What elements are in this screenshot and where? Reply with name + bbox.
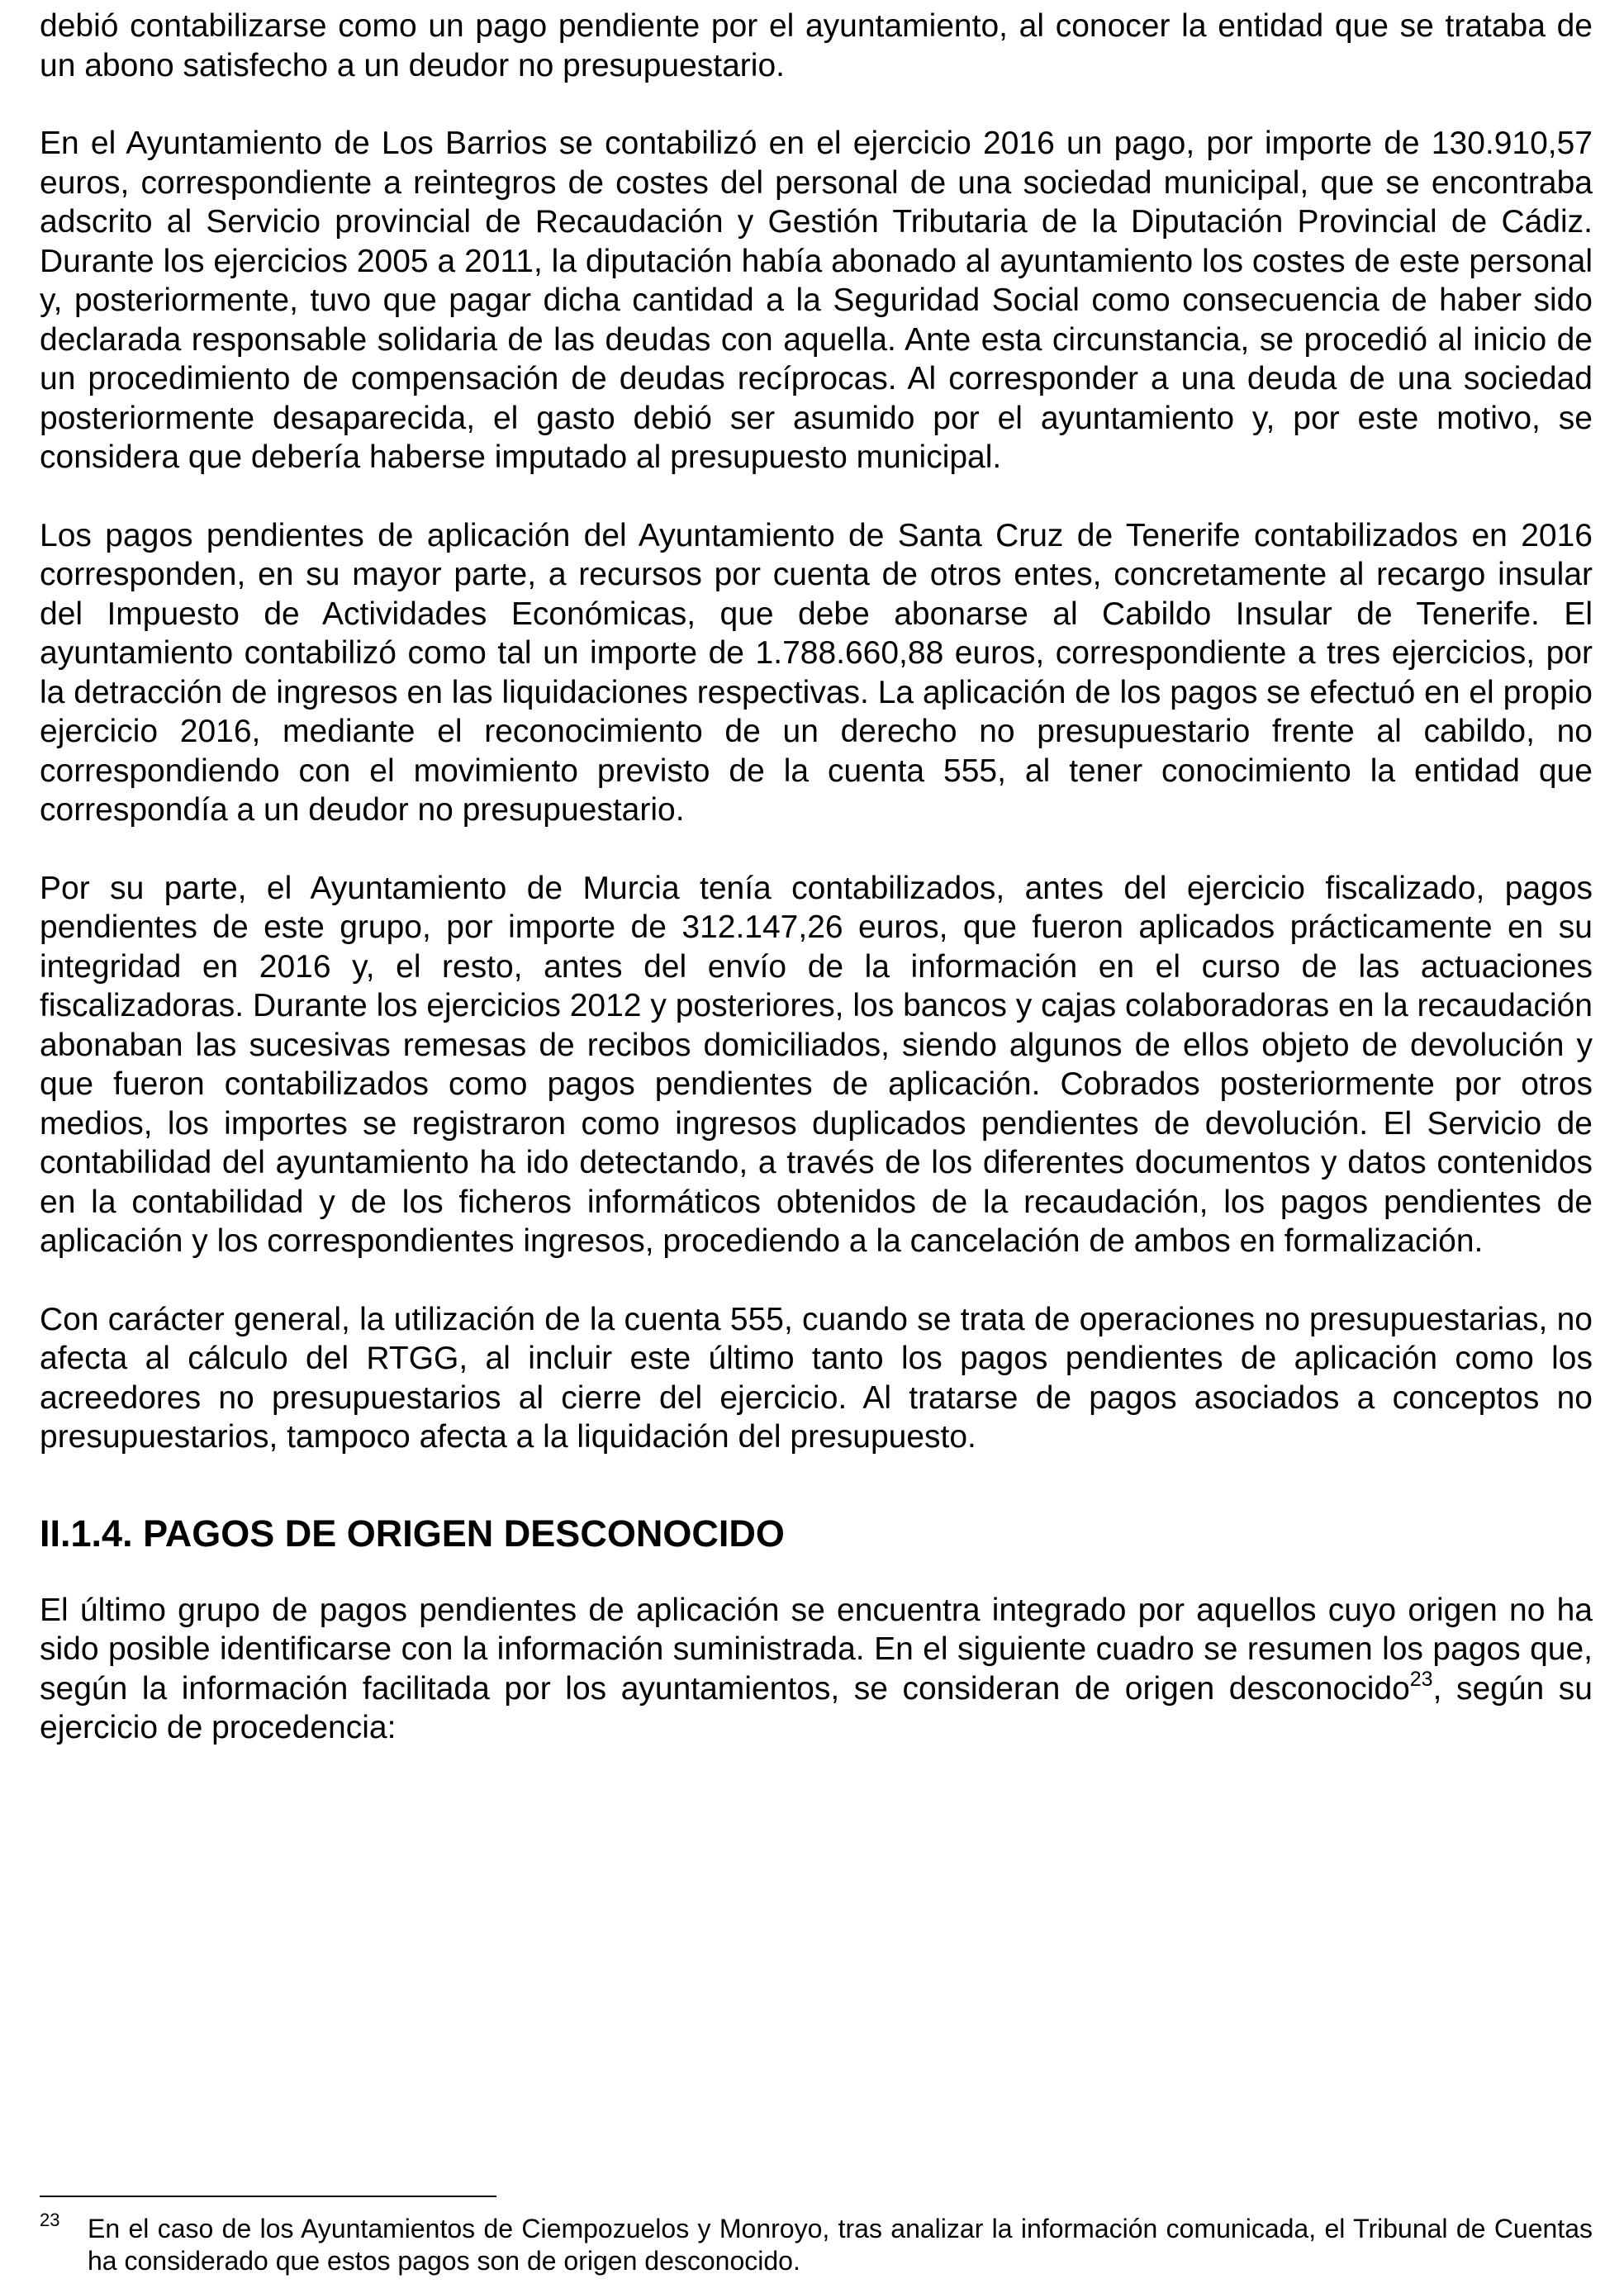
paragraph-continuation: debió contabilizarse como un pago pendiente por el ayuntamiento, al conocer la entidad que se trataba de un abono satisfecho a un deudor no presupuestario. [40, 8, 1593, 83]
paragraph-los-barrios: En el Ayuntamiento de Los Barrios se contabilizó en el ejercicio 2016 un pago, por importe de 130.910,57 euros, correspondiente a reintegros de costes del personal de una sociedad municipal, que se encontraba adscrito al Servicio provincial de Recaudación y Gestión Tributaria de la Diputación Provincial de Cádiz. Durante los ejercicios 2005 a 2011, la diputación había abonado al ayuntamiento los costes de este personal y, posteriormente, tuvo que pagar dicha cantidad a la Seguridad Social como consecuencia de haber sido declarada responsable solidaria de las deudas con aquella. Ante esta circunstancia, se procedió al inicio de un procedimiento de compensación de deudas recíprocas. Al corresponder a una deuda de una sociedad posteriormente desaparecida, el gasto debió ser asumido por el ayuntamiento y, por este motivo, se considera que debería haberse imputado al presupuesto municipal. [40, 126, 1593, 475]
footnote-reference: 23 [1409, 1667, 1433, 1691]
footnote-number-wrapper [40, 2210, 88, 2277]
footnote [40, 2210, 1593, 2277]
paragraph-santa-cruz-de-tenerife: Los pagos pendientes de aplicación del Ayuntamiento de Santa Cruz de Tenerife contabilizados en 2016 corresponden, en su mayor parte, a recursos por cuenta de otros entes, concretamente al recargo insular del Impuesto de Actividades Económicas, que debe abonarse al Cabildo Insular de Tenerife. El ayuntamiento contabilizó como tal un importe de 1.788.660,88 euros, correspondiente a tres ejercicios, por la detracción de ingresos en las liquidaciones respectivas. La aplicación de los pagos se efectuó en el propio ejercicio 2016, mediante el reconocimiento de un derecho no presupuestario frente al cabildo, no correspondiendo con el movimiento previsto de la cuenta 555, al tener conocimiento la entidad que correspondía a un deudor no presupuestario. [40, 517, 1593, 828]
footnote-divider [40, 2196, 496, 2197]
footnote-text: En el caso de los Ayuntamientos de Ciempozuelos y Monroyo, tras analizar la información comunicada, el Tribunal de Cuentas ha considerado que estos pagos son de origen desconocido. [88, 2214, 1593, 2276]
page-body [40, 7, 1593, 1748]
intro-text-before-ref: El último grupo de pagos pendientes de aplicación se encuentra integrado por aquellos cuyo origen no ha sido posible identificarse con la información suministrada. En el siguiente cuadro se resumen los pagos que, según la información facilitada por los ayuntamientos, se consideran de origen desconocido [40, 1592, 1593, 1707]
paragraph-section-intro [40, 1591, 1593, 1748]
paragraph-murcia: Por su parte, el Ayuntamiento de Murcia tenía contabilizados, antes del ejercicio fiscalizado, pagos pendientes de este grupo, por importe de 312.147,26 euros, que fueron aplicados prácticamente en su integridad en 2016 y, el resto, antes del envío de la información en el curso de las actuaciones fiscalizadoras. Durante los ejercicios 2012 y posteriores, los bancos y cajas colaboradoras en la recaudación abonaban las sucesivas remesas de recibos domiciliados, siendo algunos de ellos objeto de devolución y que fueron contabilizados como pagos pendientes de aplicación. Cobrados posteriormente por otros medios, los importes se registraron como ingresos duplicados pendientes de devolución. El Servicio de contabilidad del ayuntamiento ha ido detectando, a través de los diferentes documentos y datos contenidos en la contabilidad y de los ficheros informáticos obtenidos de la recaudación, los pagos pendientes de aplicación y los correspondientes ingresos, procediendo a la cancelación de ambos en formalización. [40, 870, 1593, 1259]
intro-text-after-ref: , según su ejercicio de procedencia: [40, 1670, 1593, 1745]
section-heading: II.1.4. PAGOS DE ORIGEN DESCONOCIDO [40, 1512, 785, 1555]
footnote-number: 23 [40, 2210, 60, 2230]
paragraph-general-conclusion: Con carácter general, la utilización de la cuenta 555, cuando se trata de operaciones no presupuestarias, no afecta al cálculo del RTGG, al incluir este último tanto los pagos pendientes de aplicación como los acreedores no presupuestarios al cierre del ejercicio. Al tratarse de pagos asociados a conceptos no presupuestarios, tampoco afecta a la liquidación del presupuesto. [40, 1301, 1593, 1455]
